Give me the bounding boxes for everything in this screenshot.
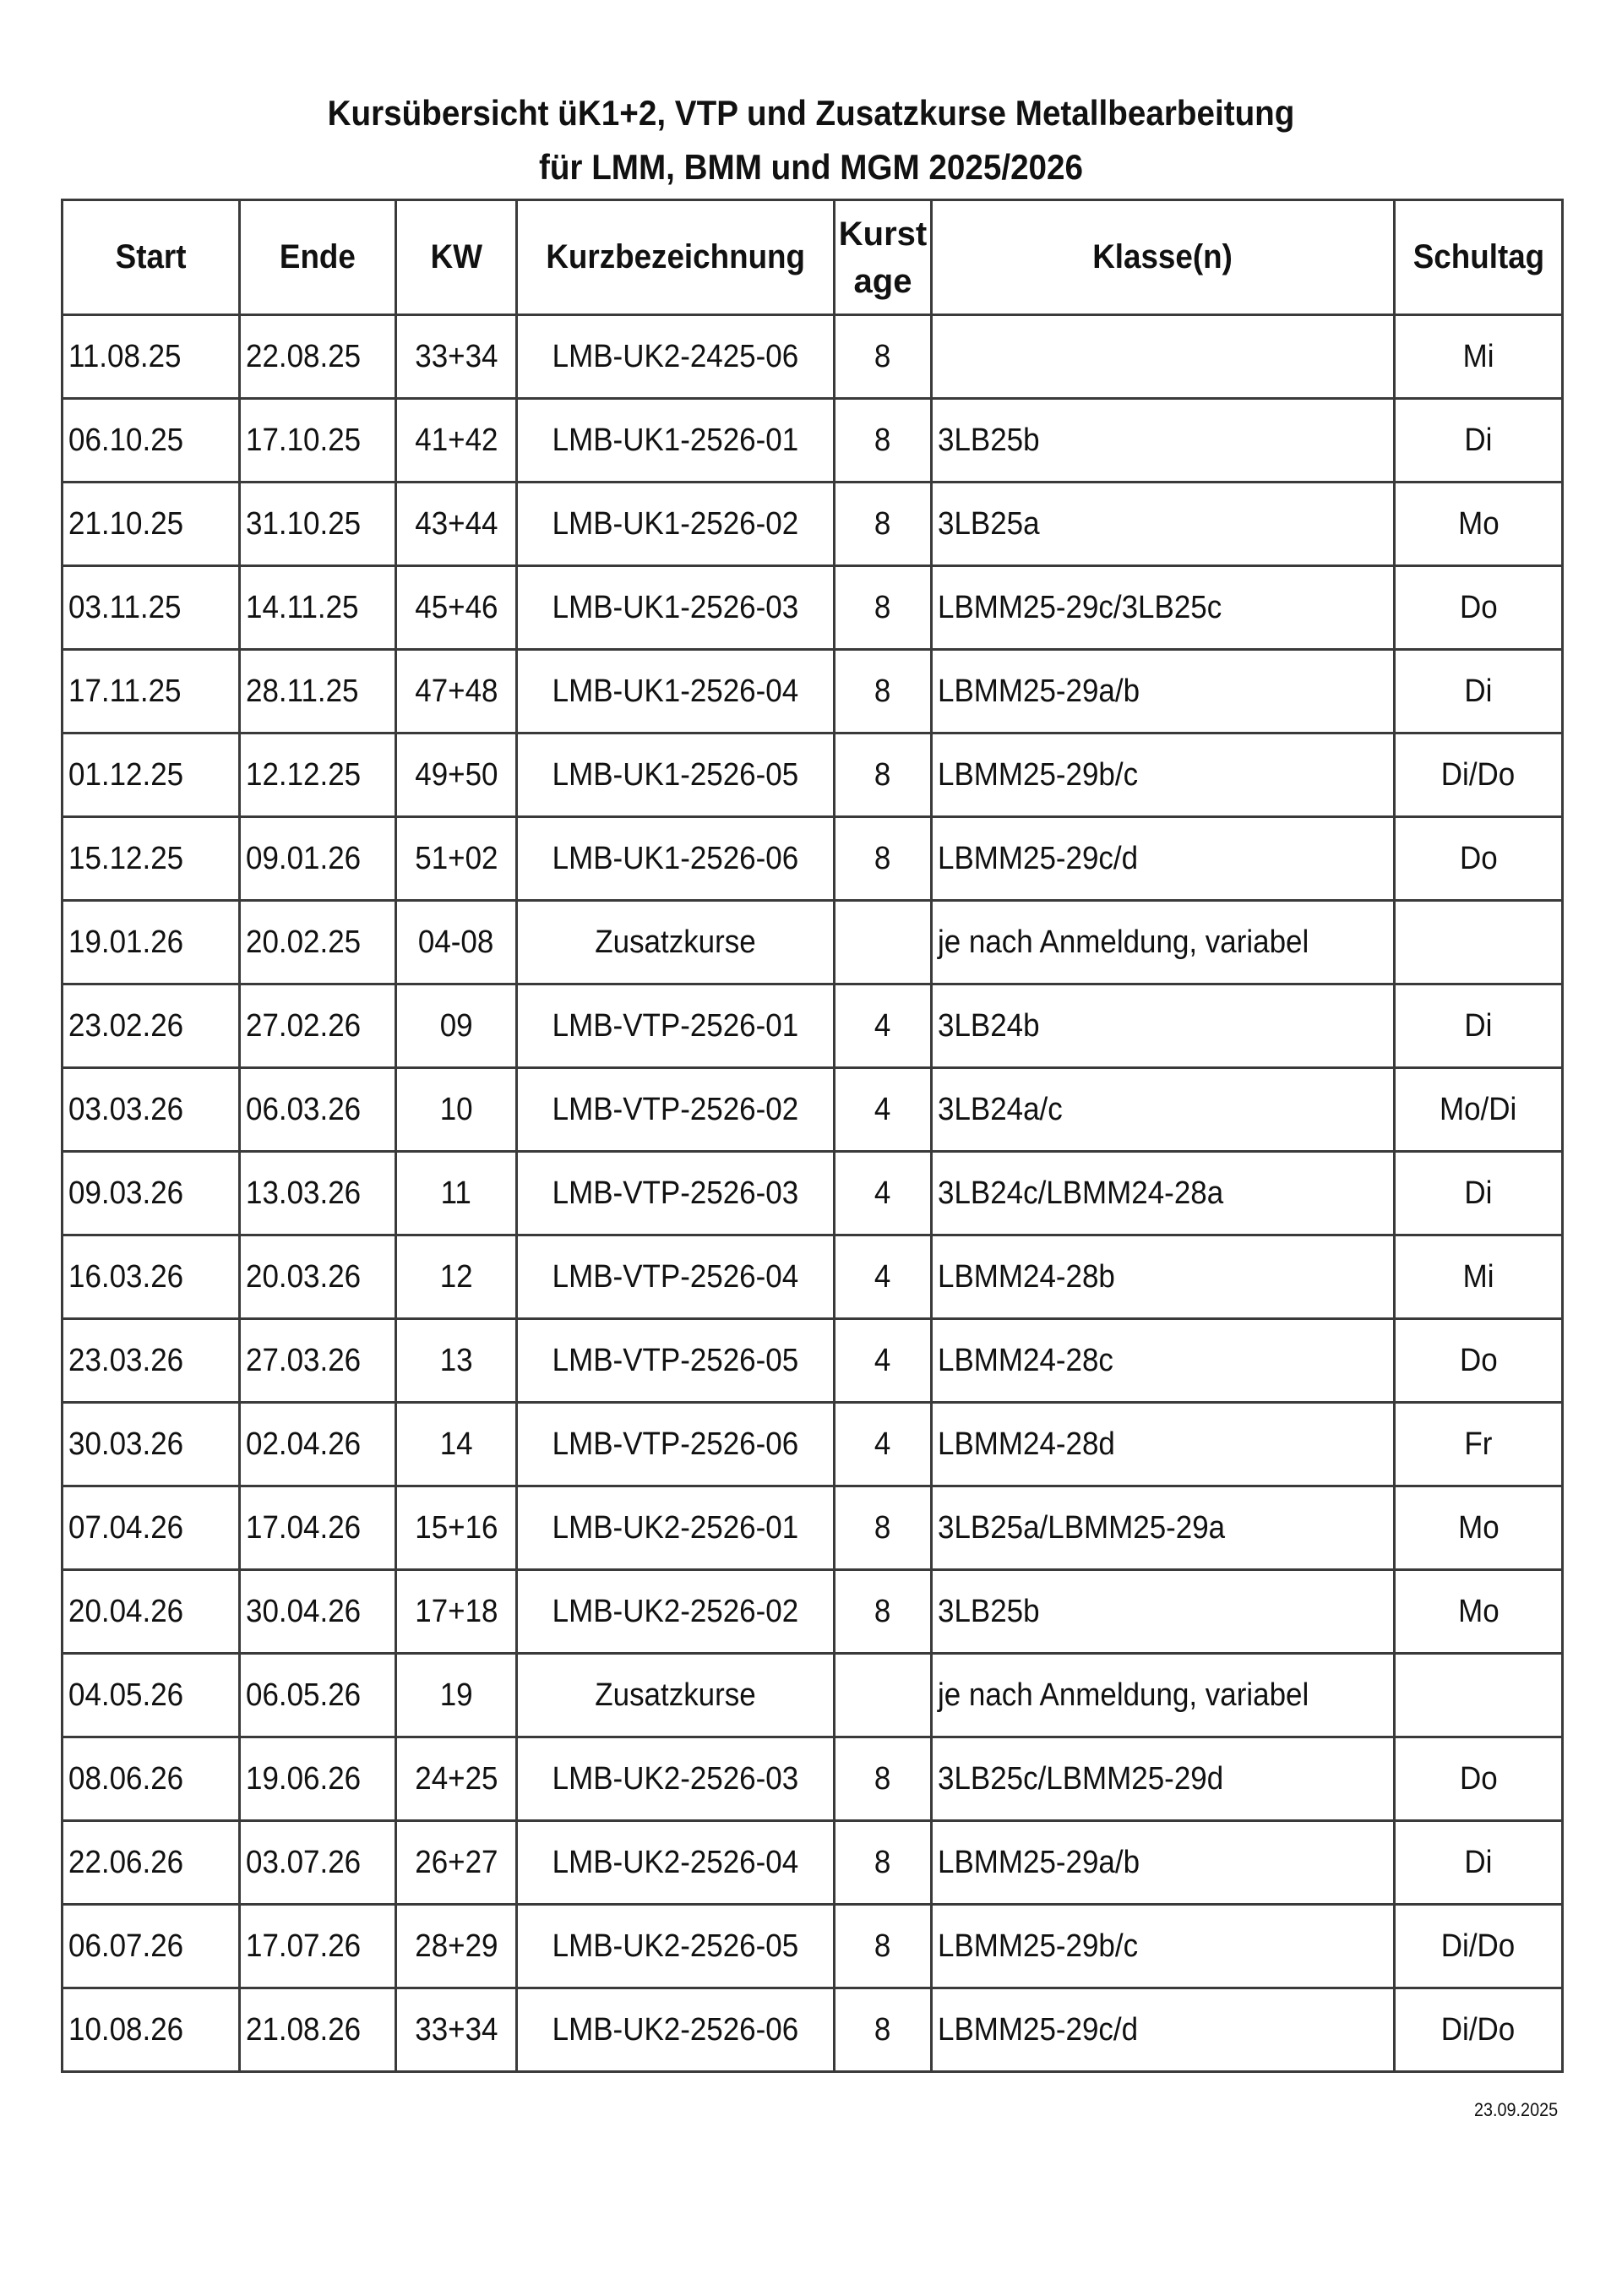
cell-ende: 22.08.25	[240, 315, 396, 399]
cell-kurzbezeichnung: LMB-UK1-2526-04	[517, 650, 835, 734]
cell-start: 03.03.26	[63, 1068, 240, 1152]
cell-klassen: 3LB25a	[932, 483, 1395, 566]
table-row	[63, 1235, 1563, 1319]
cell-kw: 47+48	[396, 650, 517, 734]
cell-ende: 14.11.25	[240, 566, 396, 650]
cell-schultag: Mo	[1395, 483, 1563, 566]
cell-kurstage: 8	[835, 566, 932, 650]
cell-klassen: 3LB24c/LBMM24-28a	[932, 1152, 1395, 1235]
table-row	[63, 1821, 1563, 1905]
cell-start: 11.08.25	[63, 315, 240, 399]
cell-klassen: LBMM25-29a/b	[932, 650, 1395, 734]
cell-ende: 09.01.26	[240, 817, 396, 901]
header-ende: Ende	[240, 200, 396, 315]
cell-kw: 51+02	[396, 817, 517, 901]
cell-kurzbezeichnung: LMB-UK2-2526-06	[517, 1988, 835, 2072]
cell-schultag: Di/Do	[1395, 734, 1563, 817]
cell-kurstage: 4	[835, 1068, 932, 1152]
cell-kurstage: 4	[835, 984, 932, 1068]
cell-start: 23.03.26	[63, 1319, 240, 1403]
cell-kurstage: 8	[835, 1570, 932, 1654]
cell-start: 07.04.26	[63, 1486, 240, 1570]
cell-ende: 17.07.26	[240, 1905, 396, 1988]
cell-ende: 21.08.26	[240, 1988, 396, 2072]
cell-kurstage: 8	[835, 1737, 932, 1821]
cell-kurstage: 4	[835, 1235, 932, 1319]
cell-ende: 06.05.26	[240, 1654, 396, 1737]
table-row	[63, 566, 1563, 650]
cell-kurzbezeichnung: Zusatzkurse	[517, 1654, 835, 1737]
cell-kurzbezeichnung: LMB-VTP-2526-06	[517, 1403, 835, 1486]
cell-klassen: LBMM24-28d	[932, 1403, 1395, 1486]
cell-kw: 12	[396, 1235, 517, 1319]
cell-kurstage: 8	[835, 1821, 932, 1905]
cell-ende: 31.10.25	[240, 483, 396, 566]
cell-start: 21.10.25	[63, 483, 240, 566]
cell-kw: 26+27	[396, 1821, 517, 1905]
cell-kw: 28+29	[396, 1905, 517, 1988]
cell-kurzbezeichnung: LMB-VTP-2526-04	[517, 1235, 835, 1319]
table-row	[63, 1319, 1563, 1403]
cell-start: 19.01.26	[63, 901, 240, 984]
table-row	[63, 901, 1563, 984]
cell-kurstage: 4	[835, 1403, 932, 1486]
document-title	[65, 86, 1557, 194]
cell-schultag: Di	[1395, 1152, 1563, 1235]
cell-ende: 12.12.25	[240, 734, 396, 817]
table-row	[63, 1152, 1563, 1235]
cell-kw: 09	[396, 984, 517, 1068]
cell-klassen: 3LB25b	[932, 399, 1395, 483]
cell-kw: 24+25	[396, 1737, 517, 1821]
cell-klassen: LBMM25-29c/d	[932, 1988, 1395, 2072]
cell-schultag: Do	[1395, 1319, 1563, 1403]
cell-schultag	[1395, 901, 1563, 984]
cell-start: 08.06.26	[63, 1737, 240, 1821]
cell-schultag: Do	[1395, 817, 1563, 901]
cell-kurzbezeichnung: LMB-UK2-2526-01	[517, 1486, 835, 1570]
cell-schultag: Do	[1395, 1737, 1563, 1821]
cell-kurstage	[835, 901, 932, 984]
header-start: Start	[63, 200, 240, 315]
cell-kurzbezeichnung: LMB-VTP-2526-05	[517, 1319, 835, 1403]
cell-start: 09.03.26	[63, 1152, 240, 1235]
cell-klassen: 3LB25c/LBMM25-29d	[932, 1737, 1395, 1821]
cell-klassen: LBMM25-29b/c	[932, 1905, 1395, 1988]
header-schultag: Schultag	[1395, 200, 1563, 315]
cell-kw: 10	[396, 1068, 517, 1152]
cell-schultag: Mo	[1395, 1570, 1563, 1654]
cell-ende: 28.11.25	[240, 650, 396, 734]
table-row	[63, 817, 1563, 901]
cell-schultag: Di	[1395, 399, 1563, 483]
cell-schultag: Do	[1395, 566, 1563, 650]
cell-kurzbezeichnung: LMB-UK1-2526-01	[517, 399, 835, 483]
cell-start: 30.03.26	[63, 1403, 240, 1486]
table-row	[63, 1570, 1563, 1654]
cell-klassen: 3LB25b	[932, 1570, 1395, 1654]
cell-ende: 27.02.26	[240, 984, 396, 1068]
cell-schultag: Di/Do	[1395, 1988, 1563, 2072]
table-row	[63, 1068, 1563, 1152]
cell-kw: 41+42	[396, 399, 517, 483]
cell-kw: 04-08	[396, 901, 517, 984]
header-kurzbezeichnung: Kurzbezeichnung	[517, 200, 835, 315]
cell-kurzbezeichnung: LMB-UK1-2526-06	[517, 817, 835, 901]
cell-schultag: Mi	[1395, 1235, 1563, 1319]
cell-ende: 13.03.26	[240, 1152, 396, 1235]
cell-start: 01.12.25	[63, 734, 240, 817]
cell-start: 15.12.25	[63, 817, 240, 901]
cell-ende: 27.03.26	[240, 1319, 396, 1403]
cell-ende: 20.03.26	[240, 1235, 396, 1319]
cell-kurstage: 8	[835, 315, 932, 399]
cell-kw: 33+34	[396, 315, 517, 399]
cell-start: 04.05.26	[63, 1654, 240, 1737]
cell-schultag: Di	[1395, 650, 1563, 734]
table-row	[63, 734, 1563, 817]
cell-kurstage: 8	[835, 1486, 932, 1570]
cell-start: 17.11.25	[63, 650, 240, 734]
cell-kw: 49+50	[396, 734, 517, 817]
cell-ende: 03.07.26	[240, 1821, 396, 1905]
table-row	[63, 650, 1563, 734]
cell-ende: 02.04.26	[240, 1403, 396, 1486]
cell-kurstage: 8	[835, 817, 932, 901]
cell-kurzbezeichnung: LMB-UK1-2526-05	[517, 734, 835, 817]
cell-start: 22.06.26	[63, 1821, 240, 1905]
cell-kw: 43+44	[396, 483, 517, 566]
cell-kw: 19	[396, 1654, 517, 1737]
cell-klassen: 3LB24b	[932, 984, 1395, 1068]
table-row	[63, 1737, 1563, 1821]
cell-klassen: 3LB25a/LBMM25-29a	[932, 1486, 1395, 1570]
cell-klassen: LBMM25-29c/3LB25c	[932, 566, 1395, 650]
cell-klassen: LBMM24-28b	[932, 1235, 1395, 1319]
course-schedule-table	[61, 199, 1564, 2073]
cell-start: 06.07.26	[63, 1905, 240, 1988]
table-row	[63, 399, 1563, 483]
cell-kurstage: 8	[835, 483, 932, 566]
cell-kw: 13	[396, 1319, 517, 1403]
header-kurstage: Kurstage	[835, 200, 932, 315]
cell-start: 06.10.25	[63, 399, 240, 483]
cell-kurzbezeichnung: LMB-UK1-2526-02	[517, 483, 835, 566]
cell-ende: 20.02.25	[240, 901, 396, 984]
table-row	[63, 1486, 1563, 1570]
cell-kurstage: 8	[835, 1988, 932, 2072]
cell-kw: 17+18	[396, 1570, 517, 1654]
cell-klassen: LBMM25-29c/d	[932, 817, 1395, 901]
table-body	[63, 315, 1563, 2072]
cell-kw: 33+34	[396, 1988, 517, 2072]
table-row	[63, 1988, 1563, 2072]
cell-ende: 06.03.26	[240, 1068, 396, 1152]
cell-schultag: Di	[1395, 984, 1563, 1068]
cell-kurzbezeichnung: LMB-UK2-2526-02	[517, 1570, 835, 1654]
table-header-row	[63, 200, 1563, 315]
cell-schultag	[1395, 1654, 1563, 1737]
table-row	[63, 483, 1563, 566]
cell-kurzbezeichnung: LMB-UK2-2425-06	[517, 315, 835, 399]
cell-schultag: Fr	[1395, 1403, 1563, 1486]
cell-kw: 45+46	[396, 566, 517, 650]
cell-kurzbezeichnung: LMB-VTP-2526-02	[517, 1068, 835, 1152]
cell-klassen: 3LB24a/c	[932, 1068, 1395, 1152]
cell-kurstage: 4	[835, 1319, 932, 1403]
cell-klassen: LBMM25-29b/c	[932, 734, 1395, 817]
table-row	[63, 315, 1563, 399]
cell-start: 20.04.26	[63, 1570, 240, 1654]
cell-kurstage	[835, 1654, 932, 1737]
cell-kurstage: 8	[835, 1905, 932, 1988]
table-row	[63, 1905, 1563, 1988]
cell-kurzbezeichnung: LMB-UK2-2526-05	[517, 1905, 835, 1988]
header-kw: KW	[396, 200, 517, 315]
cell-ende: 19.06.26	[240, 1737, 396, 1821]
cell-klassen: LBMM24-28c	[932, 1319, 1395, 1403]
cell-kurstage: 8	[835, 650, 932, 734]
table-row	[63, 1654, 1563, 1737]
cell-kw: 11	[396, 1152, 517, 1235]
cell-schultag: Mi	[1395, 315, 1563, 399]
cell-schultag: Mo	[1395, 1486, 1563, 1570]
cell-kurstage: 4	[835, 1152, 932, 1235]
table-row	[63, 1403, 1563, 1486]
cell-start: 16.03.26	[63, 1235, 240, 1319]
cell-schultag: Di/Do	[1395, 1905, 1563, 1988]
cell-ende: 17.04.26	[240, 1486, 396, 1570]
cell-kurzbezeichnung: LMB-VTP-2526-03	[517, 1152, 835, 1235]
cell-kurstage: 8	[835, 399, 932, 483]
title-line-2: für LMM, BMM und MGM 2025/2026	[538, 147, 1084, 187]
cell-kurzbezeichnung: LMB-VTP-2526-01	[517, 984, 835, 1068]
cell-schultag: Mo/Di	[1395, 1068, 1563, 1152]
cell-kurzbezeichnung: LMB-UK2-2526-04	[517, 1821, 835, 1905]
cell-klassen: je nach Anmeldung, variabel	[932, 901, 1395, 984]
cell-kw: 15+16	[396, 1486, 517, 1570]
cell-kw: 14	[396, 1403, 517, 1486]
footer-date: 23.09.2025	[1473, 2099, 1558, 2120]
cell-schultag: Di	[1395, 1821, 1563, 1905]
cell-kurzbezeichnung: LMB-UK2-2526-03	[517, 1737, 835, 1821]
cell-kurzbezeichnung: Zusatzkurse	[517, 901, 835, 984]
cell-klassen: je nach Anmeldung, variabel	[932, 1654, 1395, 1737]
cell-ende: 30.04.26	[240, 1570, 396, 1654]
cell-ende: 17.10.25	[240, 399, 396, 483]
cell-start: 10.08.26	[63, 1988, 240, 2072]
cell-start: 03.11.25	[63, 566, 240, 650]
cell-klassen	[932, 315, 1395, 399]
title-line-1: Kursübersicht üK1+2, VTP und Zusatzkurse Metallbearbeitung	[327, 93, 1295, 133]
header-klassen: Klasse(n)	[932, 200, 1395, 315]
cell-klassen: LBMM25-29a/b	[932, 1821, 1395, 1905]
cell-kurzbezeichnung: LMB-UK1-2526-03	[517, 566, 835, 650]
cell-start: 23.02.26	[63, 984, 240, 1068]
cell-kurstage: 8	[835, 734, 932, 817]
table-row	[63, 984, 1563, 1068]
